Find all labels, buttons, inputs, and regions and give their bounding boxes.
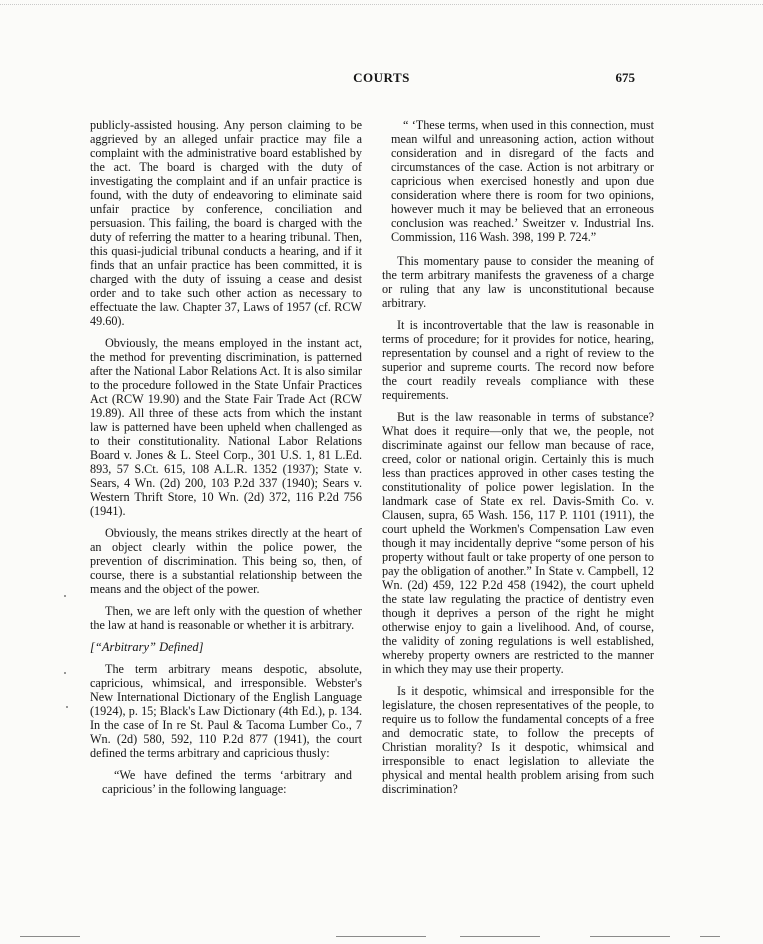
page-header	[0, 70, 763, 90]
paragraph: Obviously, the means strikes directly at the heart of an object clearly within the police power, the prevention of discrimination. This being so, then, of course, there is a substantial relationship between the means and the object of the power.	[90, 526, 362, 596]
paragraph: This momentary pause to consider the meaning of the term arbitrary manifests the graveness of a charge or ruling that any law is unconstitutional because arbitrary.	[382, 254, 654, 310]
scan-speck	[64, 672, 66, 674]
scan-edge-mark	[20, 936, 80, 937]
scan-speck	[66, 706, 68, 708]
scan-speck	[64, 595, 66, 597]
scan-edge-mark	[700, 936, 720, 937]
paragraph: Obviously, the means employed in the instant act, the method for preventing discrimination, is patterned after the National Labor Relations Act. It is also similar to the procedure followed in the State Unfair Practices Act (RCW 19.90) and the State Fair Trade Act (RCW 19.89). All three of these acts from which the instant law is patterned have been upheld when challenged as to their constitutionality. National Labor Relations Board v. Jones & L. Steel Corp., 301 U.S. 1, 81 L.Ed. 893, 57 S.Ct. 615, 108 A.L.R. 1352 (1937); State v. Sears, 4 Wn. (2d) 200, 103 P.2d 337 (1940); Sears v. Western Thrift Store, 10 Wn. (2d) 372, 116 P.2d 756 (1941).	[90, 336, 362, 518]
paragraph: Then, we are left only with the question of whether the law at hand is reasonable or whether it is arbitrary.	[90, 604, 362, 632]
paragraph: publicly-assisted housing. Any person claiming to be aggrieved by an alleged unfair practice may file a complaint with the administrative board established by the act. The board is charged with the duty of investigating the complaint and if an unfair practice is found, with the duty of endeavoring to eliminate said unfair practice by conference, conciliation and persuasion. This failing, the board is charged with the duty of referring the matter to a hearing tribunal. Then, this quasi-judicial tribunal conducts a hearing, and if it finds that an unfair practice has been committed, it is charged with the duty of issuing a cease and desist order and to take such other action as necessary to effectuate the law. Chapter 37, Laws of 1957 (cf. RCW 49.60).	[90, 118, 362, 328]
scan-edge-mark	[590, 936, 670, 937]
page-number: 675	[615, 70, 635, 85]
left-column	[90, 118, 362, 804]
paragraph: It is incontrovertable that the law is reasonable in terms of procedure; for it provides for notice, hearing, representation by counsel and a right of review to the superior and supreme courts. The record now before the court readily reveals compliance with these requirements.	[382, 318, 654, 402]
block-quote: “ ‘These terms, when used in this connection, must mean wilful and unreasoning action, action without consideration and in disregard of the facts and circumstances of the case. Action is not arbitrary or capricious when exercised honestly and upon due consideration where there is room for two opinions, however much it may be believed that an erroneous conclusion was reached.’ Sweitzer v. Industrial Ins. Commission, 116 Wash. 398, 199 P. 724.”	[391, 118, 654, 244]
right-column	[382, 118, 654, 804]
running-title: COURTS	[353, 70, 410, 85]
quote-intro: “We have defined the terms ‘arbitrary and capricious’ in the following language:	[102, 768, 352, 796]
section-heading: [“Arbitrary” Defined]	[90, 640, 204, 654]
paragraph: But is the law reasonable in terms of substance? What does it require—only that we, the people, not discriminate against our fellow man because of race, creed, color or national origin. Certainly this is much less than practices approved in other cases testing the constitutionality of police power legislation. In the landmark case of State ex rel. Davis-Smith Co. v. Clausen, supra, 65 Wash. 156, 117 P. 1101 (1911), the court upheld the Workmen's Compensation Law even though it may incidentally deprive “some person of his property without fault or take property of one person to pay the obligation of another.” In State v. Campbell, 12 Wn. (2d) 459, 122 P.2d 458 (1942), the court upheld the state law regulating the practice of dentistry even though it deprives a person of the right he might otherwise enjoy to gain a livelihood. And, of course, the validity of zoning regulations is well established, whereby property owners are restricted to the manner in which they may use their property.	[382, 410, 654, 676]
paragraph: The term arbitrary means despotic, absolute, capricious, whimsical, and irresponsible. Webster's New International Dictionary of the English Language (1924), p. 15; Black's Law Dictionary (4th Ed.), p. 134. In the case of In re St. Paul & Tacoma Lumber Co., 7 Wn. (2d) 580, 592, 110 P.2d 877 (1941), the court defined the terms arbitrary and capricious thusly:	[90, 662, 362, 760]
scan-edge-mark	[336, 936, 426, 937]
paragraph: Is it despotic, whimsical and irresponsible for the legislature, the chosen representatives of the people, to require us to follow the fundamental concepts of a free and democratic state, to follow the precepts of Christian morality? Is it despotic, whimsical and irresponsible to enact legislation to alleviate the physical and mental health problem arising from such discrimination?	[382, 684, 654, 796]
top-edge-rule	[0, 4, 763, 5]
scan-edge-mark	[460, 936, 540, 937]
